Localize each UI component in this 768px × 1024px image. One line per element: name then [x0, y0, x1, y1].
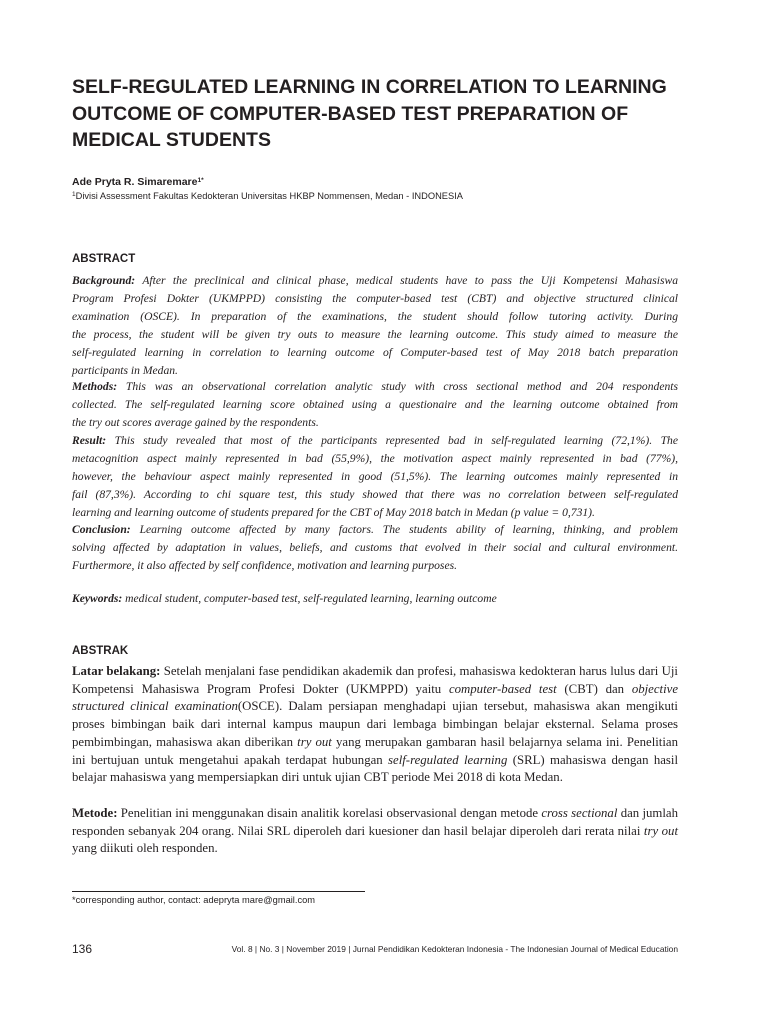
metode-term: try out: [643, 823, 678, 838]
background-line: examination (OSCE). In preparation of the examinations, the student should follow tutoring activity. During: [72, 309, 678, 323]
keywords-label: Keywords:: [72, 592, 123, 605]
abstrak-heading: ABSTRAK: [72, 645, 129, 657]
author-marks: 1*: [197, 177, 204, 184]
background-line: participants in Medan.: [72, 363, 178, 377]
conclusion-line: Learning outcome affected by many factors. The students ability of learning, thinking, and problem: [139, 523, 678, 536]
latar-text: (SRL) mahasiswa dengan hasil belajar mahasiswa yang mempersiapkan diri untuk ujian CBT periode Mei 2018 di kota Medan.: [72, 752, 679, 785]
abstract-keywords: [72, 590, 678, 608]
affiliation-line: [72, 191, 463, 201]
metode-text: dan jumlah responden sebanyak 204 orang. Nilai SRL diperoleh dari kuesioner dan hasil belajar diperoleh dari rerata nilai: [72, 806, 678, 838]
affiliation: Divisi Assessment Fakultas Kedokteran Universitas HKBP Nommensen, Medan - INDONESIA: [75, 191, 463, 201]
latar-text: (OSCE). Dalam persiapan menghadapi ujian tersebut, mahasiswa akan mengikuti proses bimbingan baik dari internal kampus maupun dari lembaga bimbingan belajar eksternal. Selama proses pembimbingan, mahasiswa akan diberikan: [72, 699, 678, 749]
article-title: [72, 74, 678, 154]
abstract-result: [72, 432, 678, 522]
background-line: the process, the student will be given try outs to measure the learning outcome. This study aimed to measure the: [72, 327, 678, 341]
abstract-heading: ABSTRACT: [72, 253, 136, 265]
affiliation-mark: 1: [72, 191, 76, 198]
title-line: OUTCOME OF COMPUTER-BASED TEST PREPARATION OF: [72, 102, 629, 125]
footnote-divider: [72, 891, 365, 892]
latar-text: yang merupakan gambaran hasil belajarnya selama ini. Penelitian ini bertujuan untuk mengetahui apakah terdapat hubungan: [72, 734, 678, 767]
keywords: medical student, computer-based test, self-regulated learning, learning outcome: [125, 592, 497, 605]
title-line: SELF-REGULATED LEARNING IN CORRELATION TO LEARNING: [72, 76, 667, 98]
result-label: Result:: [72, 434, 107, 447]
result-line: however, the behaviour aspect mainly represented in good (51,5%). The learning outcomes mainly represented in: [72, 469, 678, 483]
author-name: Ade Pryta R. Simaremare: [72, 176, 198, 188]
abstract-conclusion: [72, 521, 678, 575]
latar-label: Latar belakang:: [72, 664, 161, 678]
running-footer: Vol. 8 | No. 3 | November 2019 | Jurnal Pendidikan Kedokteran Indonesia - The Indonesian Journal of Medical Education: [231, 944, 678, 954]
latar-term: computer-based test: [448, 681, 557, 696]
journal-page: [72, 0, 678, 1024]
author-line: [72, 176, 204, 188]
metode-text: yang diikuti oleh responden.: [72, 841, 218, 856]
latar-term: objective structured clinical examination: [72, 681, 678, 714]
background-line: Program Profesi Dokter (UKMPPD) consisting the computer-based test (CBT) and objective structured clinical: [72, 291, 678, 305]
background-label: Background:: [72, 274, 136, 287]
title-line: MEDICAL STUDENTS: [72, 129, 271, 151]
metode-text: Penelitian ini menggunakan disain analitik korelasi observasional dengan metode: [120, 806, 539, 820]
abstrak-metode: [72, 805, 678, 858]
conclusion-label: Conclusion:: [72, 523, 131, 536]
result-line: This study revealed that most of the participants represented bad in self-regulated learning (72,1%). The: [114, 434, 678, 447]
metode-label: Metode:: [72, 806, 118, 820]
result-line: learning and learning outcome of students prepared for the CBT of May 2018 batch in Medan (p value = 0,731).: [72, 505, 595, 519]
methods-line: This was an observational correlation analytic study with cross sectional method and 204 respondents: [125, 380, 678, 393]
latar-term: self-regulated learning: [388, 752, 508, 767]
abstrak-latar-belakang: [72, 663, 678, 787]
page-number: 136: [72, 942, 93, 956]
methods-line: the try out scores average gained by the respondents.: [72, 415, 319, 429]
result-line: fail (87,3%). According to chi square test, this study showed that there was no correlation between self-regulated: [72, 487, 678, 501]
methods-line: collected. The self-regulated learning score obtained using a questionaire and the learning outcome obtained from: [72, 397, 678, 411]
conclusion-line: solving affected by adaptation in values, beliefs, and customs that evolved in their social and cultural environment.: [72, 540, 678, 554]
background-line: self-regulated learning in correlation to learning outcome of Computer-based test of May 2018 batch preparation: [72, 345, 678, 359]
abstract-methods: [72, 378, 678, 432]
latar-text: Setelah menjalani fase pendidikan akademik dan profesi, mahasiswa kedokteran harus lulus dari Uji Kompetensi Mahasiswa Program Profesi Dokter (UKMPPD) yaitu: [72, 664, 678, 696]
result-line: metacognition aspect mainly represented in bad (55,9%), the motivation aspect mainly represented in bad (77%),: [72, 451, 678, 465]
conclusion-line: Furthermore, it also affected by self confidence, motivation and learning purposes.: [72, 558, 457, 572]
latar-term: try out: [297, 734, 332, 749]
metode-term: cross sectional: [541, 806, 618, 820]
methods-label: Methods:: [72, 380, 118, 393]
abstract-background: [72, 272, 678, 379]
footnote: *corresponding author, contact: adepryta mare@gmail.com: [72, 895, 316, 905]
background-line: After the preclinical and clinical phase, medical students have to pass the Uji Kompetensi Mahasiswa: [142, 274, 678, 287]
latar-text: (CBT) dan: [564, 681, 625, 696]
